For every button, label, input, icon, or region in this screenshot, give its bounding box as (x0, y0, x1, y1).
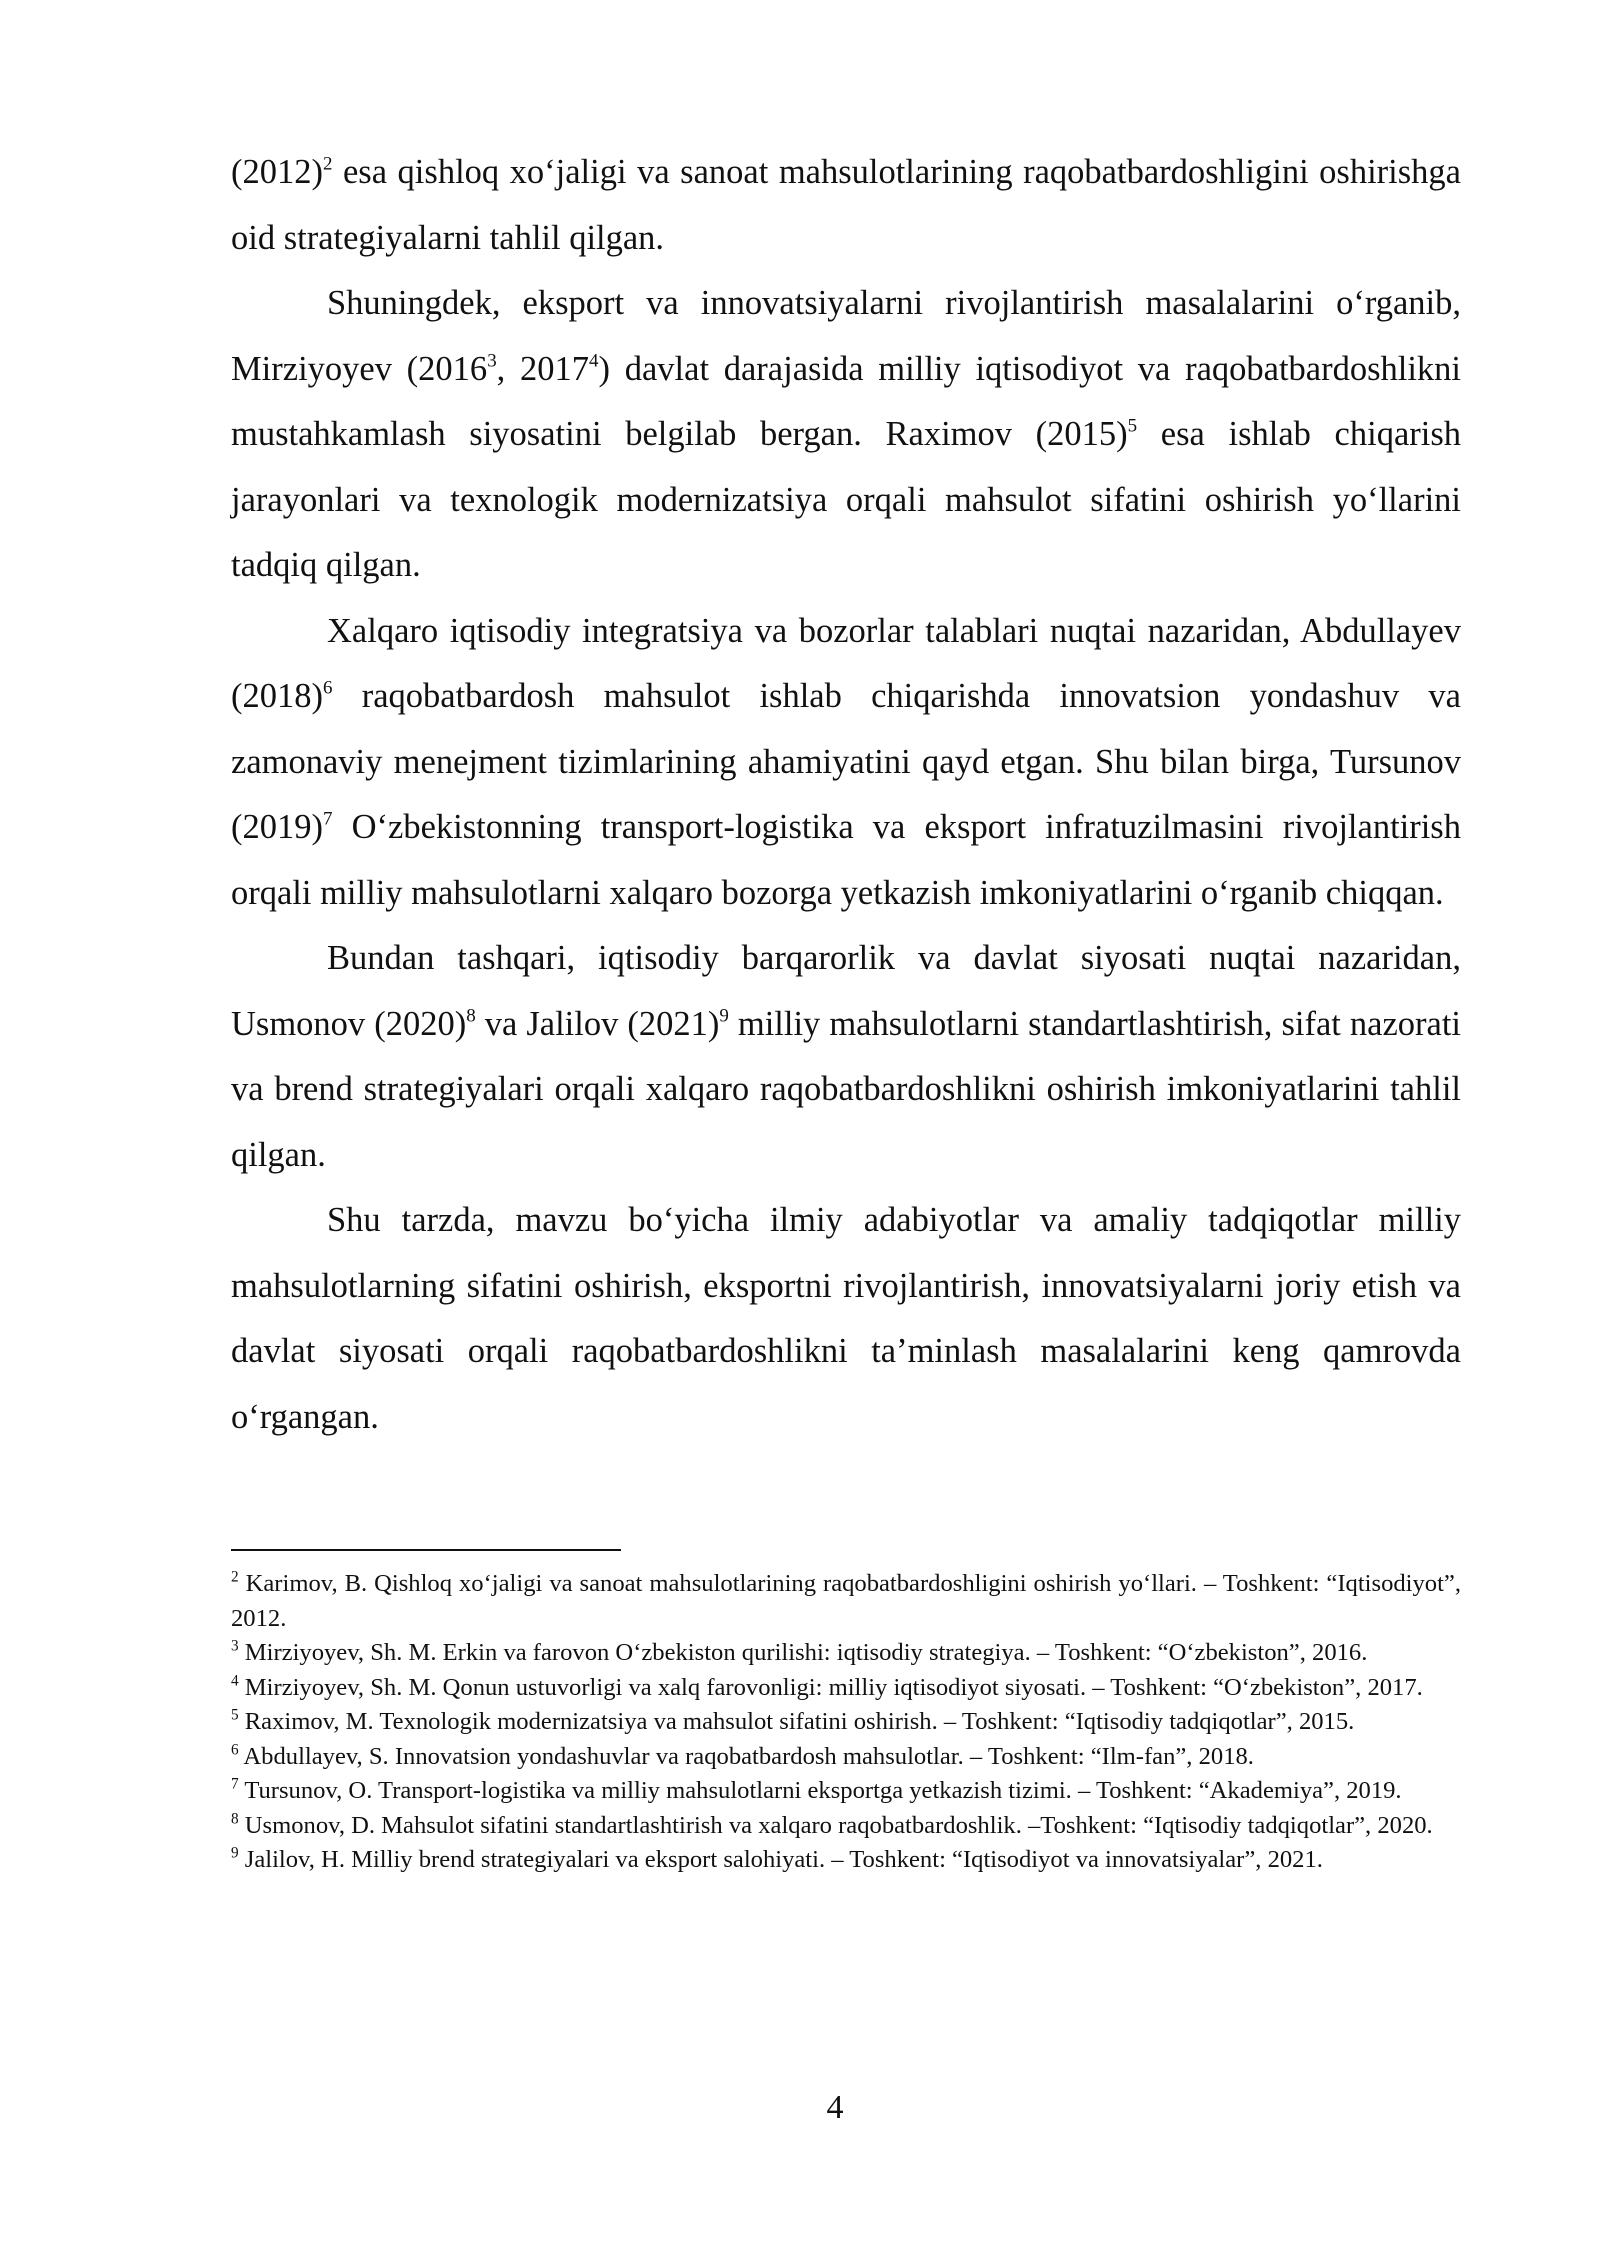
paragraph-3: Xalqaro iqtisodiy integratsiya va bozorlar talablari nuqtai nazaridan, Abdullayev $(2018)^6$ raqobatbardosh mahsulot ishlab chiqarishda innovatsion yondashuv va zamonaviy menejment tizimlarining ahamiyatini qayd etgan. Shu bilan birga, Tursunov $(2019)^7$ O‘zbekistonning transport-logistika va eksport infratuzilmasini rivojlantirish orqali milliy mahsulotlarni xalqaro bozorga yetkazish imkoniyatlarini o‘rganib chiqqan. (231, 611, 1461, 912)
footnote-ref[interactable]: 2 (322, 153, 333, 175)
footnote-ref[interactable]: 7 (322, 808, 333, 830)
paragraph-4: Bundan tashqari, iqtisodiy barqarorlik va davlat siyosati nuqtai nazaridan, Usmonov $(2020)^8$ va Jalilov $(2021)^9$ milliy mahsulotlarni standartlashtirish, sifat nazorati va brend strategiyalari orqali xalqaro raqobatbardoshlikni oshirish imkoniyatlarini tahlil qilgan. (231, 939, 1461, 1174)
footnotes (231, 1567, 1461, 1878)
footnote-5: $^5$ Raximov, M. Texnologik modernizatsiya va mahsulot sifatini oshirish. – Toshkent: “Iqtisodiy tadqiqotlar”, 2015. (231, 1706, 1355, 1735)
footnote-8: $^8$ Usmonov, D. Mahsulot sifatini standartlashtirish va xalqaro raqobatbardoshlik. –Toshkent: “Iqtisodiy tadqiqotlar”, 2020. (231, 1810, 1433, 1839)
footnote-ref[interactable]: 8 (466, 1004, 476, 1026)
footnote-2: $^2$ Karimov, B. Qishloq xo‘jaligi va sanoat mahsulotlarining raqobatbardoshligini oshirish yo‘llari. – Toshkent: “Iqtisodiyot”, 2012. (231, 1568, 1461, 1632)
footnote-3: $^3$ Mirziyoyev, Sh. M. Erkin va farovon O‘zbekiston qurilishi: iqtisodiy strategiya. – Toshkent: “O‘zbekiston”, 2016. (231, 1637, 1368, 1666)
footnote-ref[interactable]: 4 (589, 349, 599, 371)
footnote-6: $^6$ Abdullayev, S. Innovatsion yondashuvlar va raqobatbardosh mahsulotlar. – Toshkent: “Ilm-fan”, 2018. (231, 1741, 1254, 1770)
page-number: 4 (826, 2089, 844, 2126)
paragraph-5: Shu tarzda, mavzu bo‘yicha ilmiy adabiyotlar va amaliy tadqiqotlar milliy mahsulotlarning sifatini oshirish, eksportni rivojlantirish, innovatsiyalarni joriy etish va davlat siyosati orqali raqobatbardoshlikni ta’minlash masalalarini keng qamrovda o‘rgangan. (231, 1201, 1461, 1436)
footnote-7: $^7$ Tursunov, O. Transport-logistika va milliy mahsulotlarni eksportga yetkazish tizimi. – Toshkent: “Akademiya”, 2019. (231, 1775, 1402, 1804)
footnote-separator (231, 1549, 621, 1551)
paragraph-1: $(2012)^2$ esa qishloq xo‘jaligi va sanoat mahsulotlarining raqobatbardoshligini oshirishga oid strategiyalarni tahlil qilgan. (231, 153, 1461, 257)
footnote-ref[interactable]: 3 (487, 349, 497, 371)
body-text (231, 140, 1461, 1450)
paragraph-2: Shuningdek, eksport va innovatsiyalarni rivojlantirish masalalarini o‘rganib, Mirziyoyev (2016$^3$, 2017$^4$) davlat darajasida milliy iqtisodiyot va raqobatbardoshlikni mustahkamlash siyosatini belgilab bergan. Raximov $(2015)^5$ esa ishlab chiqarish jarayonlari va texnologik modernizatsiya orqali mahsulot sifatini oshirish yo‘llarini tadqiq qilgan. (231, 284, 1462, 584)
footnote-ref[interactable]: 6 (322, 677, 333, 699)
footnote-ref[interactable]: 5 (1127, 415, 1138, 437)
footnote-9: $^9$ Jalilov, H. Milliy brend strategiyalari va eksport salohiyati. – Toshkent: “Iqtisodiyot va innovatsiyalar”, 2021. (231, 1844, 1323, 1873)
footnote-ref[interactable]: 9 (719, 1004, 729, 1026)
footnote-4: $^4$ Mirziyoyev, Sh. M. Qonun ustuvorligi va xalq farovonligi: milliy iqtisodiyot siyosati. – Toshkent: “O‘zbekiston”, 2017. (231, 1672, 1423, 1701)
